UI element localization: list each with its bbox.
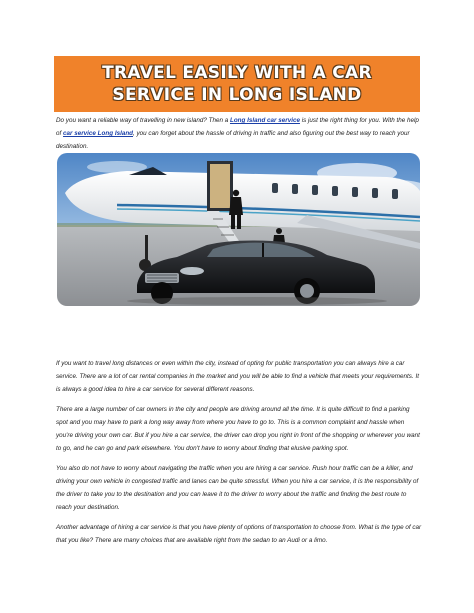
intro-text-2: is just the right thing for you. With the help of [56, 117, 419, 137]
link-car-service-long-island[interactable]: car service Long Island [63, 130, 134, 137]
intro-text-3: , you can forget about the hassle of driving in traffic and also figuring out the best way to reach your destination. [56, 130, 410, 150]
page-title: TRAVEL EASILY WITH A CAR SERVICE IN LONG ISLAND [102, 63, 372, 105]
title-banner [54, 56, 420, 112]
intro-paragraph [56, 114, 422, 153]
intro-text-1: Do you want a reliable way of travelling in new island? Then a [56, 117, 230, 124]
paragraph-3: You also do not have to worry about navigating the traffic when you are hiring a car service. Rush hour traffic can be a killer, and driving your own vehicle in congested traffic and lanes can be quite stressful. When you hire a car service, it is the responsibility of the driver to take you to the destination and you can leave it to the driver to worry about the traffic and finding the best route to reach your destination. [56, 465, 419, 511]
hero-photo-jet-and-car [57, 153, 420, 306]
paragraph-4: Another advantage of hiring a car service is that you have plenty of options of transportation to choose from. What is the type of car that you like? There are many choices that are available right from the sedan to an Audi or a limo. [56, 524, 422, 544]
paragraph-2: There are a large number of car owners in the city and people are driving around all the time. It is quite difficult to find a parking spot and you may have to park a long way away from where you have to go to. This is a common complaint and hassle when you're driving your own car. But if you hire a car service, the driver can drop you right in front of the shopping or wherever you want to go, and he can go and park elsewhere. You don't have to worry about finding that elusive parking spot. [56, 406, 420, 452]
paragraph-1: If you want to travel long distances or even within the city, instead of opting for public transportation you can always hire a car service. There are a lot of car rental companies in the market and you will be able to find a vehicle that meets your requirements. It is always a good idea to hire a car service for several different reasons. [56, 360, 419, 393]
link-long-island-car-service[interactable]: Long Island car service [229, 117, 300, 124]
